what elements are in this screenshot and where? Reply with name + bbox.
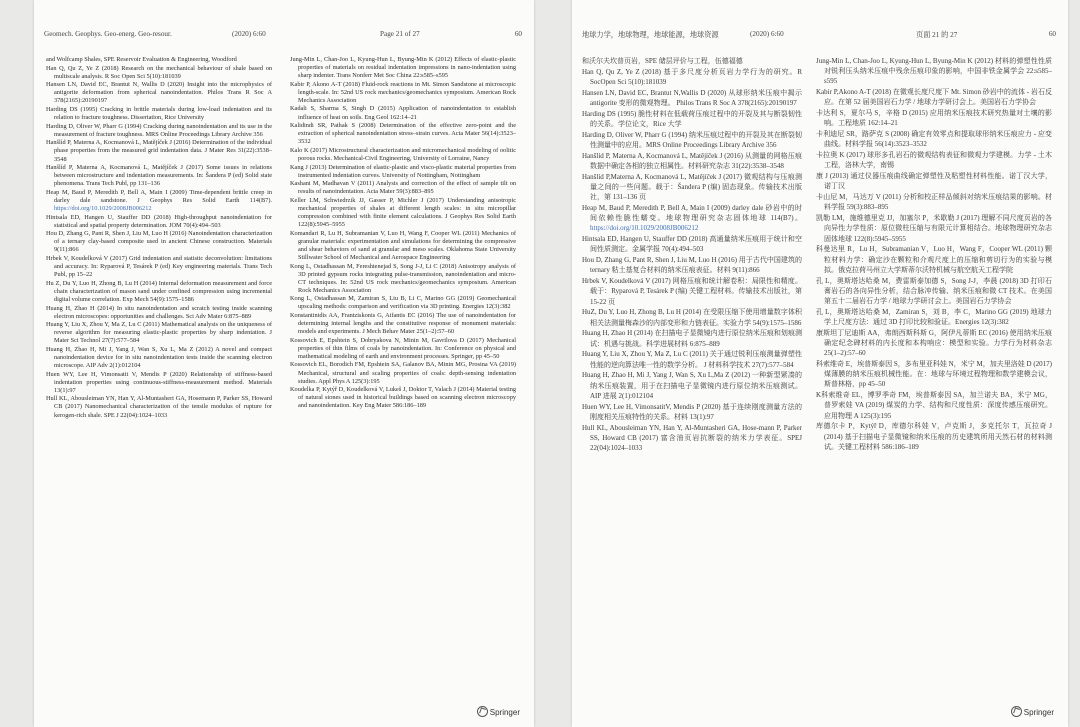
reference-entry: 卡拉奥 K (2017) 球形多孔岩石的微观结构表征和微观力学建模。力学 - 土木工程，洛林大学，南锡 [816, 151, 1052, 170]
page-number: Page 21 of 27 [380, 30, 420, 38]
springer-horse-icon [477, 706, 488, 717]
reference-entry: 孔 L，奥斯塔达哈桑 M，Zamiran S，刘 B，李 C，Marino GG (2019) 地球力学上尺度方法：通过 3D 打印比较和验证。Energies 12(3):382 [816, 307, 1052, 327]
reference-entry: Heap M, Baud P, Meredith P, Bell A, Main I (2009) Time-dependent brittle creep in darley dale sandstone. J Geophys Res Solid Earth 114(B7). https://doi.org/10.1029/2008JB006212 [46, 188, 272, 212]
reference-entry: 科索维奇 E，埃普斯泰因 S，多布里亚科娃 N，米宁 M，加夫里洛娃 D (2017) 煤薄膜的纳米压痕机械性能。在：地球与环境过程物理和数学建模会议，斯普林格，pp 45–50 [816, 360, 1052, 389]
reference-entry: 卡山尼 M，马达万 V (2011) 分析和校正样品倾斜对纳米压痕结果的影响。材料学报 59(3):883–895 [816, 193, 1052, 212]
reference-entry: Hansen LN, David EC, Brantut N,Wallis D (2020) 从球形纳米压痕中揭示 antigorite 变形的微观物理。 Philos Trans R Soc A 378(2165):20190197 [582, 88, 802, 107]
left-page-english [34, 0, 534, 727]
reference-entry: Kossovich E, Epshtein S, Dobryakova N, Minin M, Gavrilova D (2017) Mechanical properties of thin films of coals by nanoindentation. In: Conference on physical and mathematical modeling of earth and environment processes. Springer, pp 45–50 [290, 336, 516, 360]
journal-name: 地球力学，地球物理，地球能源，地球资源 [582, 31, 719, 39]
reference-entry: Hintsala ED, Hangen U, Stauffer DD (2018) 高通量纳米压痕用于统计和空间性质测定。金属学报 70(4):494–503 [582, 235, 802, 254]
reference-entry: Kong L, Ostadhassan M, Zamiran S, Liu B, Li C, Marino GG (2019) Geomechanical upscaling methods: comparison and verification via 3D printing. Energies 12(3):382 [290, 295, 516, 311]
reference-entry: and Wolfcamp Shales, SPE Reservoir Evaluation & Engineering, Woodford [46, 56, 237, 63]
reference-entry: Hanšlíd P, Materna A, Kocmanová L, Matějíček J (2016) Determination of the individual phase properties from the measured grid indentation data. J Mater Res 31(22):3538–3548 [46, 139, 272, 163]
reference-entry: Kang J (2013) Determination of elastic-plastic and visco-plastic material properties from instrumented indentation curves. University of Nottingham, Nottingham [290, 163, 516, 179]
reference-entry: Kalo K (2017) Microstructural characterization and micromechanical modeling of oolitic porous rocks. Mechanical-Civil Engineering, University of Lorraine, Nancy [290, 146, 516, 162]
springer-horse-icon [1011, 706, 1022, 717]
reference-entry: Kashani M, Madhavan V (2011) Analysis and correction of the effect of sample tilt on results of nanoindentation. Acta Mater 59(3):883–895 [290, 180, 516, 196]
publisher-name: Springer [1023, 708, 1054, 717]
right-page-chinese [572, 0, 1068, 727]
journal-name: Geomech. Geophys. Geo-energ. Geo-resour. [44, 30, 172, 38]
reference-entry: Komandari R, Lu H, Subramanian V, Luo H, Wang F, Cooper WL (2011) Mechanics of granular materials: experimentation and simulations for determining the compressive and shear behaviors of sand at granular and meso scales. Oklahoma State University Stillwater School of Mechanical and Aerospace Engineering [290, 229, 516, 261]
reference-entry: Kabir P, Akono A-T (2018) Fluid-rock reactions in Mt. Simon Sandstone at microscopic length-scale. In: 52nd US rock mechanics/geomechanics symposium. American Rock Mechanics Association [290, 80, 516, 104]
reference-entry: Huen WY, Lee H, Vimonsatit V, Mendis P (2020) Relationship of stiffness-based indentation properties using continuous-stiffness-measurement method. Materials 13(1):97 [46, 370, 272, 394]
reference-entry: Huang H, Zhao H, Mi J, Yang J, Wan S, Xu L, Ma Z (2012) A novel and compact nanoindentation device for in situ nanoindentation tests inside the scanning electron microscope. AIP Adv 2(1):012104 [46, 345, 272, 370]
reference-entry: Kong L, Ostadhassan M, Fereshtenejad S, Song J-J, Li C (2018) Anisotropy analysis of 3D printed gypsum rocks integrating pulse-transmission, nanoindentation and micro-CT techniques. In: 52nd US rock mechanics/geomechanics symposium. American Rock Mechanics Association [290, 262, 516, 294]
reference-entry: HuZ, Du Y, Luo H, Zhong B, Lu H (2014) 在受限压缩下使用增量数字体积相关法测量梅森沙的内部变形和力链表征。实验力学 54(9):1575–1586 [582, 308, 802, 327]
reference-entry: Jung-Min L, Chan-Joo L, Kyung-Hun L, Byung-Min K (2012) 材料的弹塑性性质对锐利压头纳米压痕中残余压痕印象的影响，中国非铁金属学会 22:s585–s595 [816, 57, 1052, 86]
article-year: (2020) 6:60 [232, 30, 266, 38]
reference-entry: 康斯坦丁尼迪斯 AA，弗朗西斯科斯 G，阿伊凡蒂斯 EC (2016) 使用纳米压痕确定纪念碑材料的内长度和本构响应：模型和实验。力学行为材料杂志 25(1–2):57–60 [816, 328, 1052, 358]
reference-entry: Keller LM, Schwiedrzik JJ, Gasser P, Michler J (2017) Understanding anisotropic mechanical properties of shales at different length scales: in situ micropillar compression combined with finite element calculations. J Geophys Res Solid Earth 122(8):5945–5955 [290, 196, 516, 229]
reference-entry: Hull KL, Abousleiman YN, Han Y, Al-Muntasheri GA, Hose-mann P, Parker SS, Howard CB (2017) 富含油页岩抗断裂的纳米力学表征。SPEJ 22(04):1024–1033 [582, 423, 802, 453]
publisher-name: Springer [489, 708, 520, 717]
issue-number: 60 [514, 30, 522, 38]
references-column-right [290, 56, 516, 666]
reference-entry: 库德尔卡 P，Kytýř D，库德尔科娃 V，卢克斯 J，多克托尔 T，瓦拉奇 J (2014) 基于扫描电子显微镜和纳米压痕的历史建筑所用天然石材的材料测试。关键工程材料 586:186–189 [816, 422, 1052, 451]
reference-entry: Hu Z, Du Y, Luo H, Zhong B, Lu H (2014) Internal deformation measurement and force chain characterization of mason sand under confined compression using incremental digital volume correlation. Exp Mech 54(9):1575–1586 [46, 279, 272, 303]
reference-entry: Huang Y, Liu X, Zhou Y, Ma Z, Lu C (2011) 关于通过锐利压痕测量弹塑性性能的逆向算法唯一性的数学分析。 J 材料科学技术 27(7):577–584 [582, 350, 802, 369]
reference-entry: Huang H, Zhao H (2014) In situ nanoindentation and scratch testing inside scanning electron microscopes: opportunities and challenges. Sci Adv Mater 6:875–889 [46, 304, 272, 320]
reference-entry: Kabir P,Akono A-T (2018) 在微观长度尺度下 Mt. Simon 砂岩中的流体 - 岩石反应。在第 52 届美国岩石力学 / 地球力学研讨会上。美国岩石力学协会 [816, 88, 1052, 107]
reference-entry: 孔 L，奥斯塔达哈桑 M，费雷斯泰加德 S，Song J-J，李晨 (2018) 3D 打印石膏岩石的各向异性分析，结合脉冲传输、纳米压痕和微 CT 技术。在美国第五十二届岩石力学 / 地球力学研讨会上。美国岩石力学协会 [816, 276, 1052, 306]
reference-entry: Harding D, Oliver W, Pharr G (1994) 纳米压痕过程中的开裂及其在断裂韧性测量中的应用。MRS Online Proceedings Library Archive 356 [582, 130, 802, 149]
reference-entry: 凯勒 LM，施维德里克 JJ，加塞尔 P，米歇勒 J (2017) 理解不同尺度页岩的各向异性力学性质：原位微柱压缩与有限元计算相结合。地球物理研究杂志固体地球 122(8):5945–5955 [816, 214, 1052, 243]
reference-entry: Hansen LN, David EC, Brantut N, Wallis D (2020) Insight into the microphysics of antigorite deformation from spherical nanoindentation. Philos Trans R Soc A 378(2165):20190197 [46, 81, 272, 105]
reference-entry: Huang H, Zhao H, Mi J, Yang J, Wan S, Xu L,Ma Z (2012) 一种新型紧凑的纳米压痕装置，用于在扫描电子显微镜内进行原位纳米压痕测试。AIP 进展 2(1):012104 [582, 371, 802, 400]
reference-entry: Han Q, Qu Z, Ye Z (2018) 基于多尺度分析页岩力学行为的研究。R SocOpen Sci 5(10):181039 [582, 67, 802, 86]
reference-entry: Huang H, Zhao H (2014) 在扫描电子显微镜内进行原位纳米压痕和划痕测试：机遇与挑战。科学进展材料 6:875–889 [582, 329, 802, 348]
reference-entry: Hanšlíd P, Materna A, Kocmanová L, Matějíček J (2017) Some issues in relations between microstructure and indentation measurements. In: Šandera P (ed) Solid state phenomena. Trans Tech Publ, pp 131–136 [46, 164, 272, 188]
reference-entry: Harding DS (1995) 脆性材料在低载荷压痕过程中的开裂及其与断裂韧性的关系。学位论文，Rice 大学 [582, 109, 802, 128]
reference-entry: Hrbek V, Koudelková V (2017) Grid indentation and statistic deconvolution: limitations and accuracy. In: Ryparová P, Tesárek P (ed) Key engineering materials. Trans Tech Publ, pp 15–22 [46, 255, 272, 279]
article-year: (2020) 6:60 [750, 30, 784, 38]
reference-entry: Hou D, Zhang G, Pant R, Shen J, Liu M, Luo H (2016) Nanoindentation characterization of a ternary clay-based composite used in ancient Chinese construction. Materials 9(11):866 [46, 230, 272, 254]
reference-entry: 卡达利 S，夏尔马 S，辛格 D (2015) 应用纳米压痕技术研究热量对土壤的影响。工程地质 162:14–21 [816, 109, 1052, 128]
reference-entry: 和沃尔夫坎普页岩，SPE 储层评价与工程，伍德福德 [582, 57, 743, 65]
reference-entry: 康 J (2013) 通过仪器压痕曲线确定弹塑性及粘塑性材料性能。诺丁汉大学，诺丁汉 [816, 172, 1052, 191]
reference-entry: Hintsala ED, Hangen U, Stauffer DD (2018) High-throughput nanoindentation for statistical and spatial property determination. JOM 70(4):494–503 [46, 213, 272, 229]
page-header [44, 30, 522, 42]
reference-entry: Kalidindi SR, Pathak S (2008) Determination of the effective zero-point and the extraction of spherical nanoindentation stress–strain curves. Acta Mater 56(14):3523–3532 [290, 122, 516, 146]
publisher-footer [477, 706, 520, 717]
reference-entry: Heap M, Baud P, Meredith P, Bell A, Main I (2009) darley dale 砂岩中的时间依赖性脆性蠕变。地球物理研究杂志固体地球 114(B7)。 https://doi.org/10.1029/2008JB006212 [582, 204, 802, 233]
references-column-right [816, 56, 1052, 666]
reference-entry: Han Q, Qu Z, Ye Z (2018) Research on the mechanical behaviour of shale based on multiscale analysis. R Soc Open Sci 5(10):181039 [46, 64, 272, 80]
reference-entry: Kadali S, Sharma S, Singh D (2015) Application of nanoindentation to establish influence of heat on soils. Eng Geol 162:14–21 [290, 105, 516, 121]
references-column-left [582, 56, 802, 666]
issue-number: 60 [1048, 30, 1056, 38]
reference-entry: Hrbek V, Koudelková V (2017) 网格压痕和统计解卷积：局限性和精度。载于：Ryparová P, Tesárek P (编) 关键工程材料。传输技术出版社，第 15-22 页 [582, 277, 802, 306]
reference-entry: Konstantinidis AA, Frantziskonis G, Aifantis EC (2016) The use of nanoindentation for determining internal lengths and the constitutive response of monument materials: models and experiments. J Mech Behav Mater 25(1–2):57–60 [290, 311, 516, 336]
reference-entry: Huang Y, Liu X, Zhou Y, Ma Z, Lu C (2011) Mathematical analysis on the uniqueness of reverse algorithm for measuring elastic-plastic properties by sharp indentation. J Mater Sci Technol 27(7):577–584 [46, 321, 272, 345]
publisher-footer [1011, 706, 1054, 717]
doi-link[interactable]: https://doi.org/10.1029/2008JB006212 [54, 205, 152, 212]
page-header [582, 30, 1056, 42]
reference-entry: Hull KL, Abousleiman YN, Han Y, Al-Muntasheri GA, Hosemann P, Parker SS, Howard CB (2017) Nanomechanical characterization of the tensile modulus of rupture for kerogen-rich shale. SPE J 22(04):1024–1033 [46, 395, 272, 419]
reference-entry: 卡利迪尼 SR，路萨克 S (2008) 确定有效零点和提取球形纳米压痕应力 - 应变曲线。材料学报 56(14):3523–3532 [816, 130, 1052, 149]
doi-link[interactable]: https://doi.org/10.1029/2008JB006212 [590, 224, 699, 233]
reference-entry: Huen WY, Lee H, VimonsatitV, Mendis P (2020) 基于连续刚度测量方法的刚度相关压痕特性的关系。材料 13(1):97 [582, 402, 802, 421]
reference-entry: Kossovich EL, Borodich FM, Epshtein SA, Galanov BA, Minin MG, Prosina VA (2019) Mechanical, structural and scaling properties of coals: depth-sensing indentation studies. Appl Phys A 125(3):195 [290, 361, 516, 385]
reference-entry: Hanšlíd P, Materna A, Kocmanová L, Matějíček J (2016) 从测量的网格压痕数据中确定各相的独立相属性。材料研究杂志 31(22):3538–3548 [582, 151, 802, 170]
reference-entry: K科索维奇 EL，博罗季奇 FM，埃普斯泰因 SA，加兰诺夫 BA，米宁 MG，普罗索娃 VA (2019) 煤炭的力学、结构和尺度性质：深度传感压痕研究。应用物理 A 125(3):195 [816, 391, 1052, 420]
reference-entry: Hanšlíd P,Materna A, Kocmanová L, Matějíček J (2017) 微观结构与压痕测量之间的一些问题。载于：Šandera P (编) 固态现象。传输技术出版社，第 131–136 页 [582, 172, 802, 202]
reference-entry: Harding DS (1995) Cracking in brittle materials during low-load indentation and its relation to fracture toughness. Dissertation, Rice University [46, 106, 272, 122]
references-column-left [46, 56, 272, 666]
reference-entry: Harding D, Oliver W, Pharr G (1994) Cracking during nanoindentation and its use in the measurement of fracture toughness. MRS Online Proceedings Library Archive 356 [46, 122, 272, 138]
reference-entry: Jung-Min L, Chan-Joo L, Kyung-Hun L, Byung-Min K (2012) Effects of elastic-plastic properties of materials on residual indentation impressions in nano-indentation using sharp indenter. Trans Nonferr Met Soc China 22:s585–s595 [290, 56, 516, 80]
reference-entry: Hou D, Zhang G, Pant R, Shen J, Liu M, Luo H (2016) 用于古代中国建筑的 ternary 粘土基复合材料的纳米压痕表征。材料 9(11):866 [582, 256, 802, 275]
page-number: 页面 21 的 27 [916, 31, 958, 39]
reference-entry: 科曼达里 R，Lu H，Subramanian V，Luo H，Wang F，Cooper WL (2011) 颗粒材料力学：确定沙在颗粒和介观尺度上的压缩和剪切行为的实验与模拟。俄克拉荷马州立大学斯蒂尔沃特机械与航空航天工程学院 [816, 245, 1052, 274]
reference-entry: Koudelka P, Kytýř D, Koudelková V, Lukeš J, Doktor T, Valach J (2014) Material testing of natural stones used in historical buildings based on scanning electron microscopy and nanoindentation. Key Eng Mater 586:186–189 [290, 386, 516, 410]
